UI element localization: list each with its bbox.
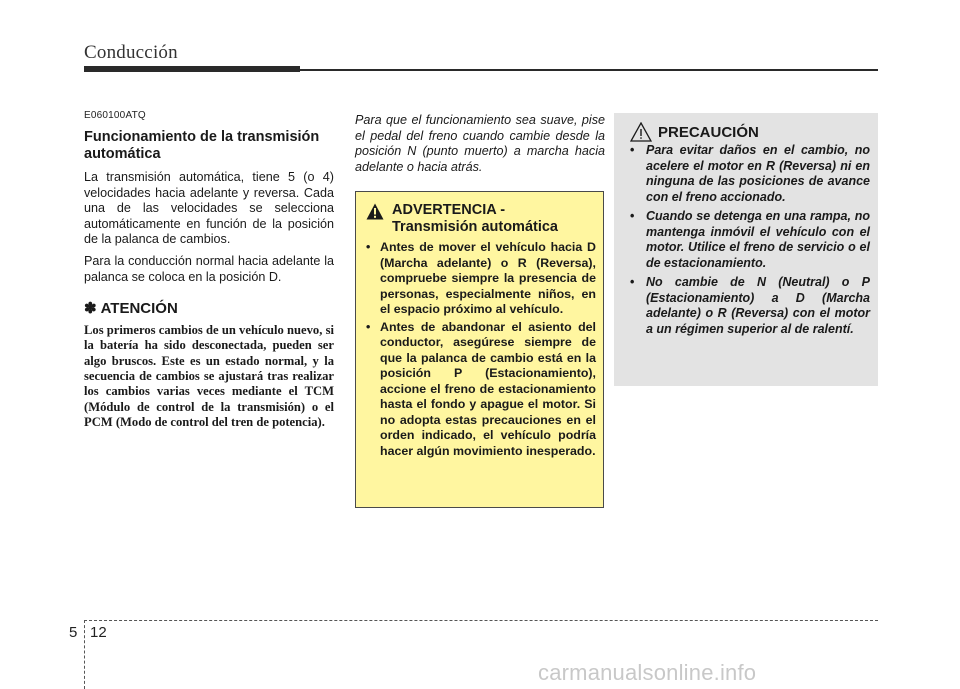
warning-title-line1: ADVERTENCIA - <box>392 202 506 218</box>
header-rule-thin <box>300 69 878 71</box>
caution-item <box>630 209 870 271</box>
caution-item-text: No cambie de N (Neutral) o P (Estacionamiento) a D (Marcha adelante) o R (Reversa) con el motor a un régimen superior al de ralentí. <box>646 275 870 336</box>
warning-list <box>366 240 596 461</box>
atencion-title: ATENCIÓN <box>100 299 178 317</box>
caution-header <box>630 122 759 142</box>
section-code: E060100ATQ <box>84 110 146 121</box>
warning-item <box>366 320 596 460</box>
bullet-icon: • <box>366 240 371 254</box>
caution-item-text: Cuando se detenga en una rampa, no mantenga inmóvil el vehículo con el motor. Utilice el freno de servicio o el de estacionamiento. <box>646 209 870 270</box>
footer-vertical-rule <box>84 620 85 689</box>
header-rule-thick <box>84 66 300 72</box>
warning-box <box>355 191 604 508</box>
caution-item <box>630 143 870 205</box>
watermark: carmanualsonline.info <box>538 660 757 685</box>
chapter-number: 5 <box>69 624 78 641</box>
warning-triangle-icon <box>366 203 384 220</box>
page-number: 12 <box>90 624 107 641</box>
warning-item-text: Antes de abandonar el asiento del conductor, asegúrese siempre de que la palanca de cambio está en la posición P (Estacionamiento), accione el freno de estacionamiento hasta el fondo y apague el motor. Si no adopta estas precauciones en el orden indicado, el vehículo podría hacer algún movimiento inesperado. <box>380 319 596 458</box>
warning-item-text: Antes de mover el vehículo hacia D (Marcha adelante) o R (Reversa), compruebe siempre la presencia de personas, especialmente niños, en el espacio próximo al vehículo. <box>380 240 596 316</box>
caution-box <box>614 113 878 386</box>
caution-title: PRECAUCIÓN <box>658 123 759 141</box>
asterisk-icon: ✽ <box>84 300 97 318</box>
warning-title <box>392 202 558 236</box>
atencion-heading <box>84 299 334 317</box>
section-title: Funcionamiento de la transmisión automática <box>84 129 320 162</box>
atencion-text: Los primeros cambios de un vehículo nuevo, si la batería ha sido desconectada, pueden ser algo bruscos. Este es un estado normal, y la secuencia de cambios se ajustará tras realizar los cambios varias veces mediante el TCM (Módulo de control de la transmisión) o el PCM (Modo de control del tren de potencia). <box>84 323 334 429</box>
warning-header <box>366 202 558 236</box>
bullet-icon: • <box>366 319 371 334</box>
bullet-icon: • <box>630 143 635 157</box>
chapter-title: Conducción <box>84 42 178 63</box>
warning-item <box>366 240 596 318</box>
body-paragraph: La transmisión automática, tiene 5 (o 4) velocidades hacia adelante y reversa. Cada una de las velocidades se selecciona automáticamente en función de la posición de la palanca de cambios. <box>84 170 334 247</box>
caution-list <box>630 143 870 341</box>
warning-title-line2: Transmisión automática <box>392 219 558 235</box>
footer-rule <box>84 620 878 621</box>
intro-paragraph: Para que el funcionamiento sea suave, pise el pedal del freno cuando cambie desde la posición N (punto muerto) a marcha hacia adelante o hacia atrás. <box>355 113 605 174</box>
bullet-icon: • <box>630 275 635 289</box>
body-paragraph: Para la conducción normal hacia adelante la palanca se coloca en la posición D. <box>84 253 334 284</box>
bullet-icon: • <box>630 209 635 223</box>
caution-triangle-icon <box>630 122 652 142</box>
left-column <box>84 110 334 430</box>
caution-item <box>630 275 870 337</box>
caution-item-text: Para evitar daños en el cambio, no acelere el motor en R (Reversa) ni en ninguna de las posiciones de avance con el freno accionado. <box>646 143 870 204</box>
